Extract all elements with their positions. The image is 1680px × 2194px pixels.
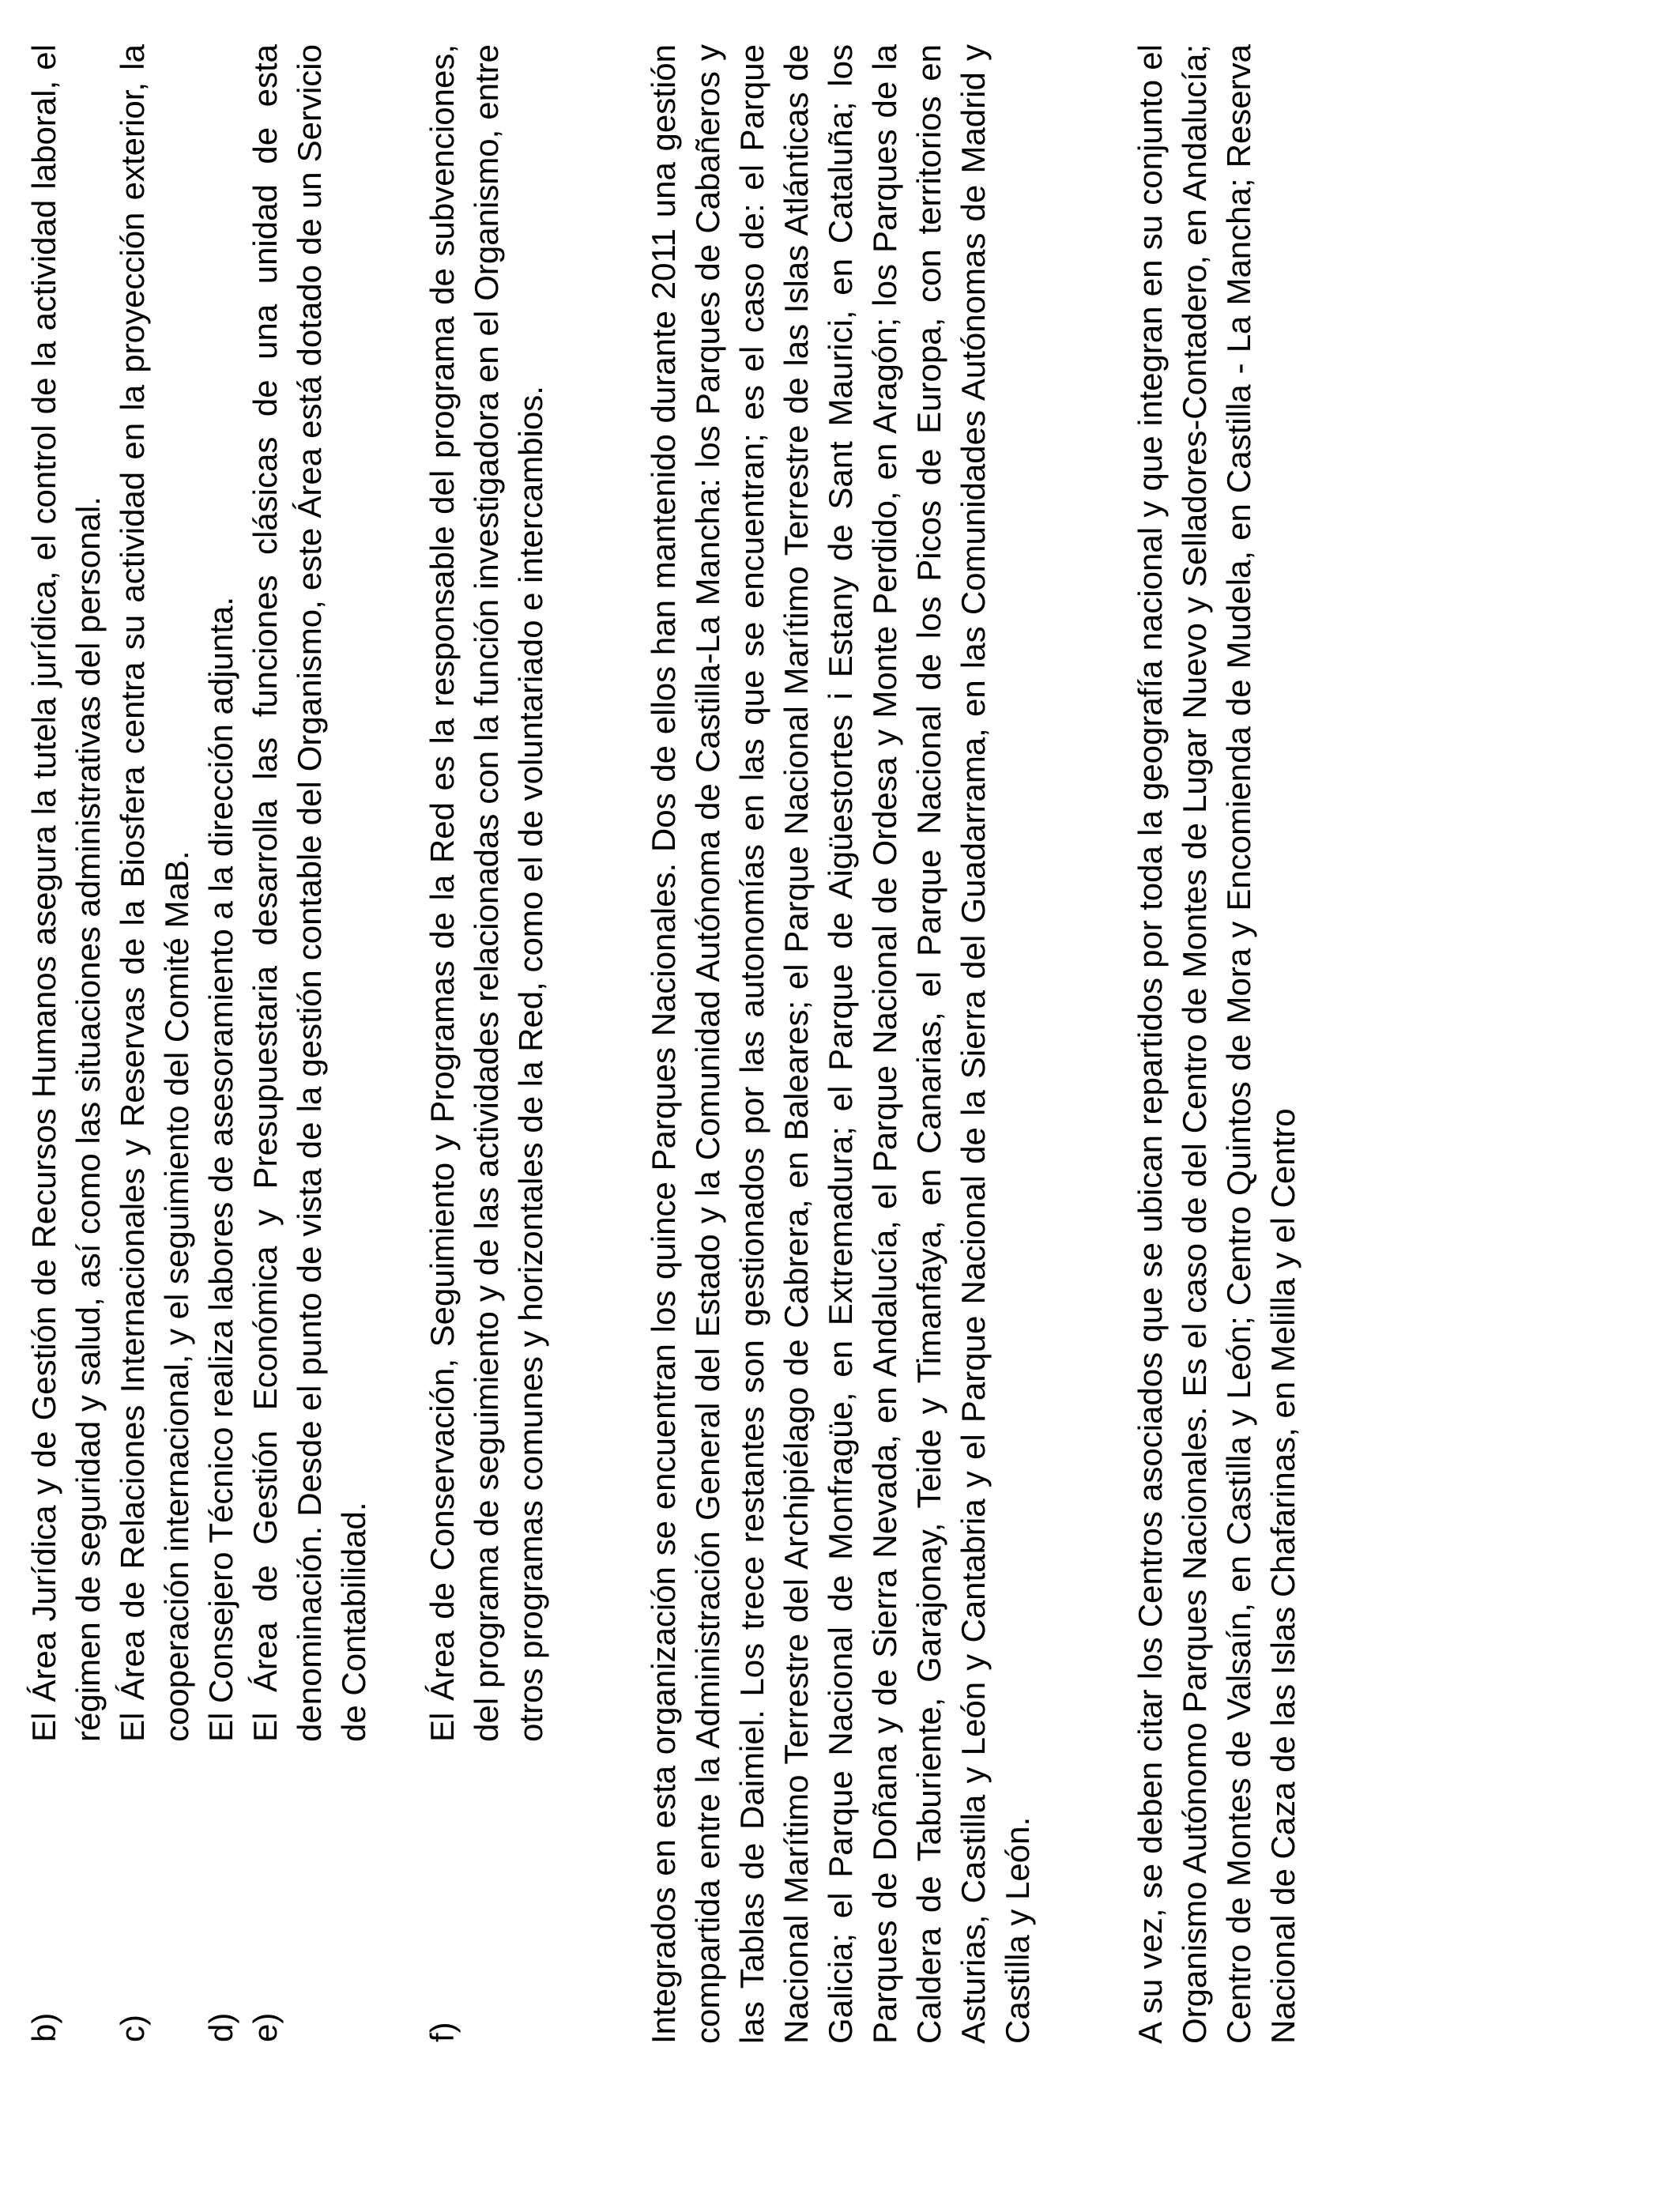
list-text: El Área de Relaciones Internacionales y Reservas de la Biosfera centra su actividad en la proyección exterior, la cooperación internacional, y el seguimiento del Comité MaB. (114, 44, 195, 1742)
lettered-list (22, 44, 553, 2044)
list-letter: c) (114, 2015, 151, 2042)
list-letter: f) (424, 2022, 461, 2042)
list-text: El Área de Gestión Económica y Presupuestaria desarrolla las funciones clásicas de una unidad de esta denominación. Desde el punto de vista de la gestión contable del Organismo, este Área está dotado de un Servicio de Contabilidad. (247, 44, 372, 1742)
list-item-f (420, 44, 553, 2044)
paragraph-parques-nacionales: Integrados en esta organización se encuentran los quince Parques Nacionales. Dos de ellos han mantenido durante 2011 una gestión compartida entre la Administración General del Estado y la Comunidad Autónoma de Castilla-La Mancha: los Parques de Cabañeros y las Tablas de Daimiel. Los trece restantes son gestionados por las autonomías en las que se encuentran; es el caso de: el Parque Nacional Marítimo Terrestre del Archipiélago de Cabrera, en Baleares; el Parque Nacional Marítimo Terrestre de las Islas Atlánticas de Galicia; el Parque Nacional de Monfragüe, en Extremadura; el Parque de Aigüestortes i Estany de Sant Maurici, en Cataluña; los Parques de Doñana y de Sierra Nevada, en Andalucía, el Parque Nacional de Ordesa y Monte Perdido, en Aragón; los Parques de la Caldera de Taburiente, Garajonay, Teide y Timanfaya, en Canarias, el Parque Nacional de los Picos de Europa, con territorios en Asturias, Castilla y León y Cantabria y el Parque Nacional de la Sierra del Guadarrama, en las Comunidades Autónomas de Madrid y Castilla y León. (645, 44, 1036, 2044)
list-text: El Consejero Técnico realiza labores de asesoramiento a la dirección adjunta. (202, 596, 239, 1742)
list-letter: b) (25, 2012, 62, 2042)
list-letter: d) (202, 2012, 239, 2042)
list-item-d (199, 44, 243, 2044)
list-item-e (243, 44, 376, 2044)
list-item-b (22, 44, 111, 2044)
list-text: El Área Jurídica y de Gestión de Recursos Humanos asegura la tutela jurídica, el control de la actividad laboral, el régimen de seguridad y salud, así como las situaciones administrativas del personal. (25, 44, 107, 1742)
text-body (22, 44, 1305, 2044)
list-letter: e) (247, 2012, 284, 2042)
list-text: El Área de Conservación, Seguimiento y Programas de la Red es la responsable del programa de subvenciones, del programa de seguimiento y de las actividades relacionadas con la función investigadora en el Organismo, entre otros programas comunes y horizontales de la Red, como el de voluntariado e intercambios. (424, 44, 549, 1742)
paragraph-centros-asociados: A su vez, se deben citar los Centros asociados que se ubican repartidos por toda la geografía nacional y que integran en su conjunto el Organismo Autónomo Parques Nacionales. Es el caso de del Centro de Montes de Lugar Nuevo y Selladores-Contadero, en Andalucía; Centro de Montes de Valsaín, en Castilla y León; Centro Quintos de Mora y Encomienda de Mudela, en Castilla - La Mancha; Reserva Nacional de Caza de las Islas Chafarinas, en Melilla y el Centro (1132, 44, 1301, 2044)
list-item-c (111, 44, 199, 2044)
